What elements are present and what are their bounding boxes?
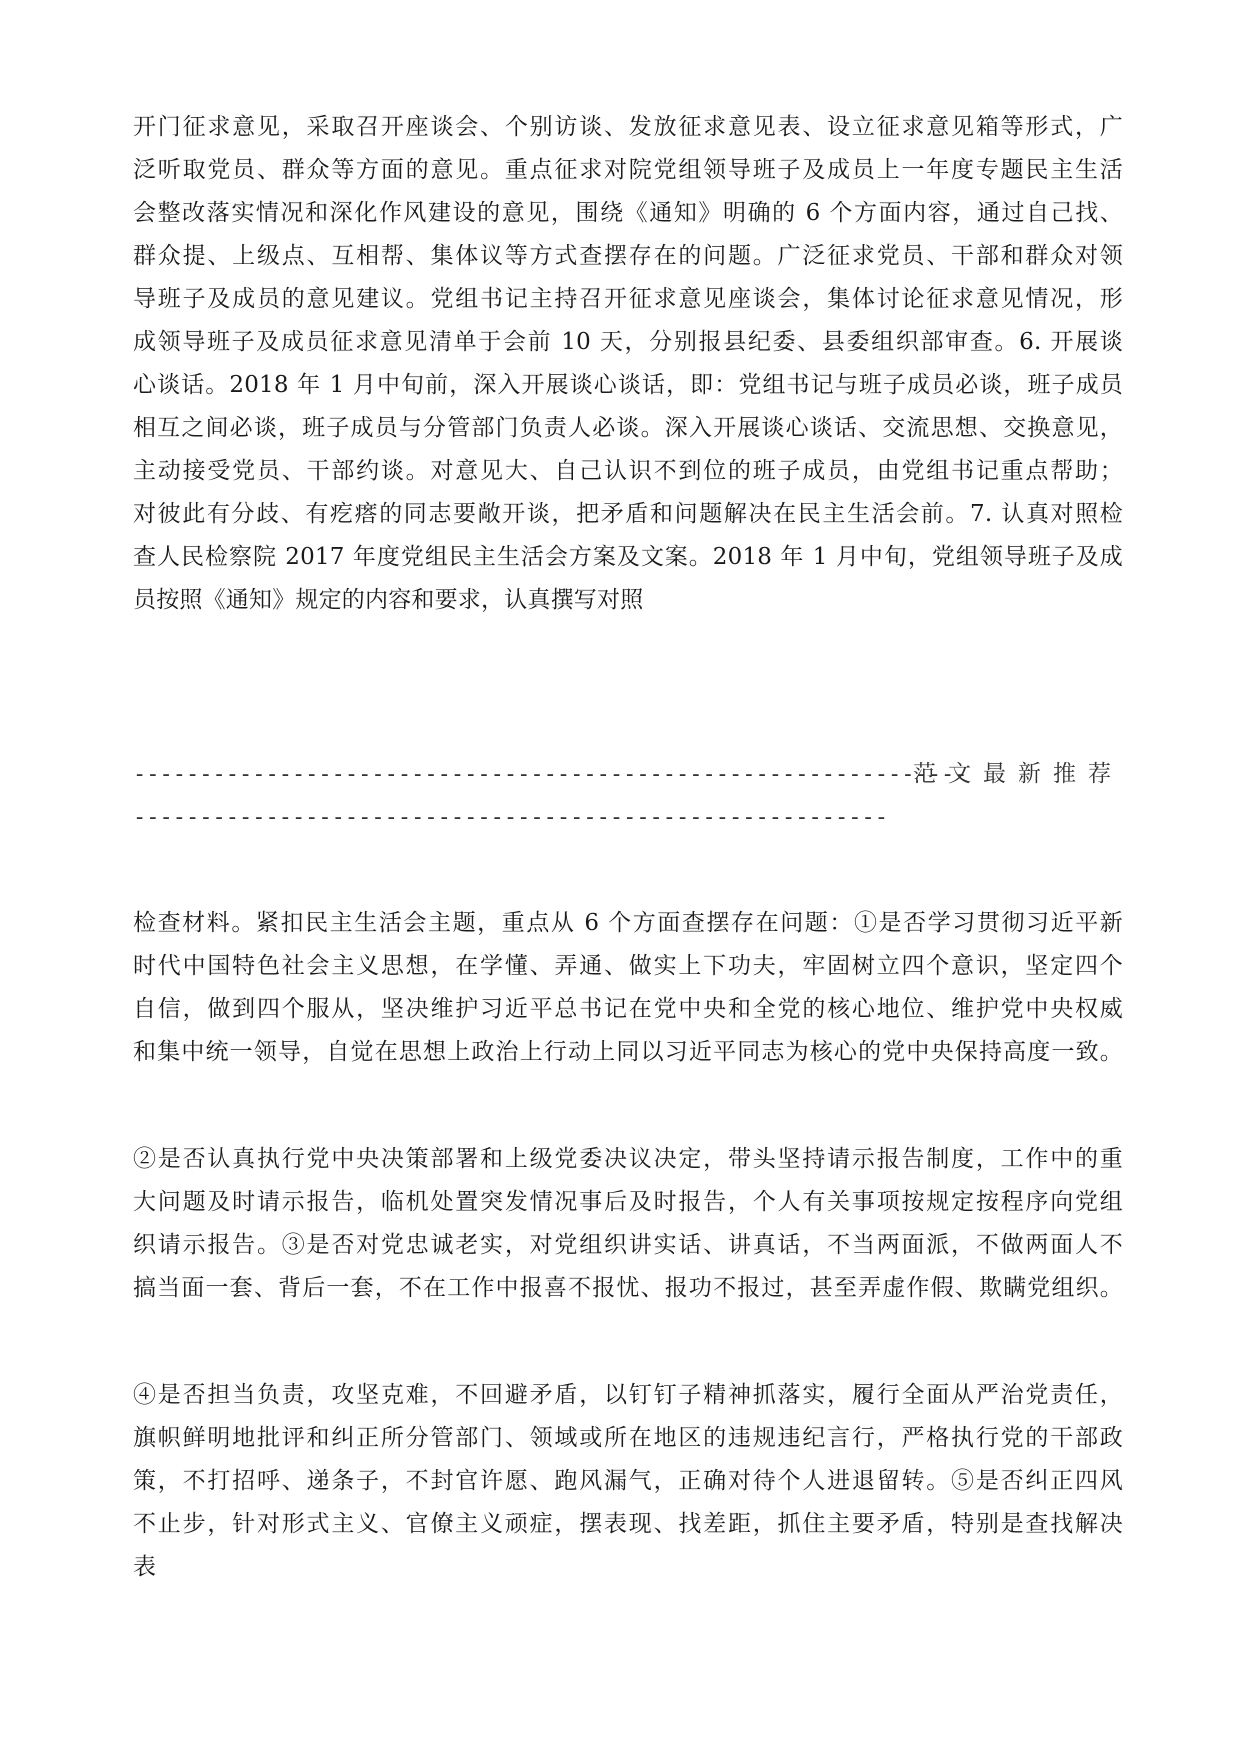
text-line: 相互之间必谈，班子成员与分管部门负责人必谈。深入开展谈心谈话、交流思想、交换意见， [133,415,1123,441]
text-line: 时代中国特色社会主义思想，在学懂、弄通、做实上下功夫，牢固树立四个意识，坚定四个 [133,953,1123,979]
text-line: 检查材料。紧扣民主生活会主题，重点从 6 个方面查摆存在问题：①是否学习贯彻习近平新 [133,910,1123,936]
text-line: 和集中统一领导，自觉在思想上政治上行动上同以习近平同志为核心的党中央保持高度一致。 [133,1039,1123,1065]
text-line: 不止步，针对形式主义、官僚主义顽症，摆表现、找差距，抓住主要矛盾，特别是查找解决 [133,1511,1123,1537]
text-line: 对彼此有分歧、有疙瘩的同志要敞开谈，把矛盾和问题解决在民主生活会前。7. 认真对照检 [133,501,1123,527]
text-line: ②是否认真执行党中央决策部署和上级党委决议决定，带头坚持请示报告制度，工作中的重 [133,1146,1123,1172]
text-line: 会整改落实情况和深化作风建设的意见，围绕《通知》明确的 6 个方面内容，通过自己找、 [133,200,1123,226]
text-line: 旗帜鲜明地批评和纠正所分管部门、领域或所在地区的违规违纪言行，严格执行党的干部政 [133,1425,1123,1451]
paragraph-3 [133,1138,1123,1310]
paragraph-2 [133,902,1123,1074]
text-line: ④是否担当负责，攻坚克难，不回避矛盾，以钉钉子精神抓落实，履行全面从严治党责任， [133,1382,1123,1408]
text-line: 导班子及成员的意见建议。党组书记主持召开征求意见座谈会，集体讨论征求意见情况，形 [133,286,1123,312]
text-line: 表 [133,1554,157,1580]
text-line: 主动接受党员、干部约谈。对意见大、自己认识不到位的班子成员，由党组书记重点帮助； [133,458,1123,484]
text-line: 搞当面一套、背后一套，不在工作中报喜不报忧、报功不报过，甚至弄虚作假、欺瞒党组织。 [133,1275,1123,1301]
text-line: 群众提、上级点、互相帮、集体议等方式查摆存在的问题。广泛征求党员、干部和群众对领 [133,243,1123,269]
text-line: 成领导班子及成员征求意见清单于会前 10 天，分别报县纪委、县委组织部审查。6. 开展谈 [133,329,1123,355]
separator-line-2 [133,796,1123,839]
dash-rule: --------------------------------------------------------------- [133,762,968,787]
text-line: 开门征求意见，采取召开座谈会、个别访谈、发放征求意见表、设立征求意见箱等形式，广 [133,114,1123,140]
paragraph-4 [133,1374,1123,1589]
paragraph-1 [133,106,1123,622]
dash-rule: --------------------------------------------------------- [133,805,888,830]
text-line: 员按照《通知》规定的内容和要求，认真撰写对照 [133,587,644,613]
text-line: 心谈话。2018 年 1 月中旬前，深入开展谈心谈话，即：党组书记与班子成员必谈，班子成员 [133,372,1123,398]
text-line: 查人民检察院 2017 年度党组民主生活会方案及文案。2018 年 1 月中旬，党组领导班子及成 [133,544,1123,570]
recommendation-label: 范文最新推荐 [913,761,1123,787]
text-line: 自信，做到四个服从，坚决维护习近平总书记在党中央和全党的核心地位、维护党中央权威 [133,996,1123,1022]
separator-line-1 [133,753,1123,796]
text-line: 策，不打招呼、递条子，不封官许愿、跑风漏气，正确对待个人进退留转。⑤是否纠正四风 [133,1468,1123,1494]
text-line: 泛听取党员、群众等方面的意见。重点征求对院党组领导班子及成员上一年度专题民主生活 [133,157,1123,183]
text-line: 织请示报告。③是否对党忠诚老实，对党组织讲实话、讲真话，不当两面派，不做两面人不 [133,1232,1123,1258]
recommendation-separator [133,753,1123,839]
text-line: 大问题及时请示报告，临机处置突发情况事后及时报告，个人有关事项按规定按程序向党组 [133,1189,1123,1215]
